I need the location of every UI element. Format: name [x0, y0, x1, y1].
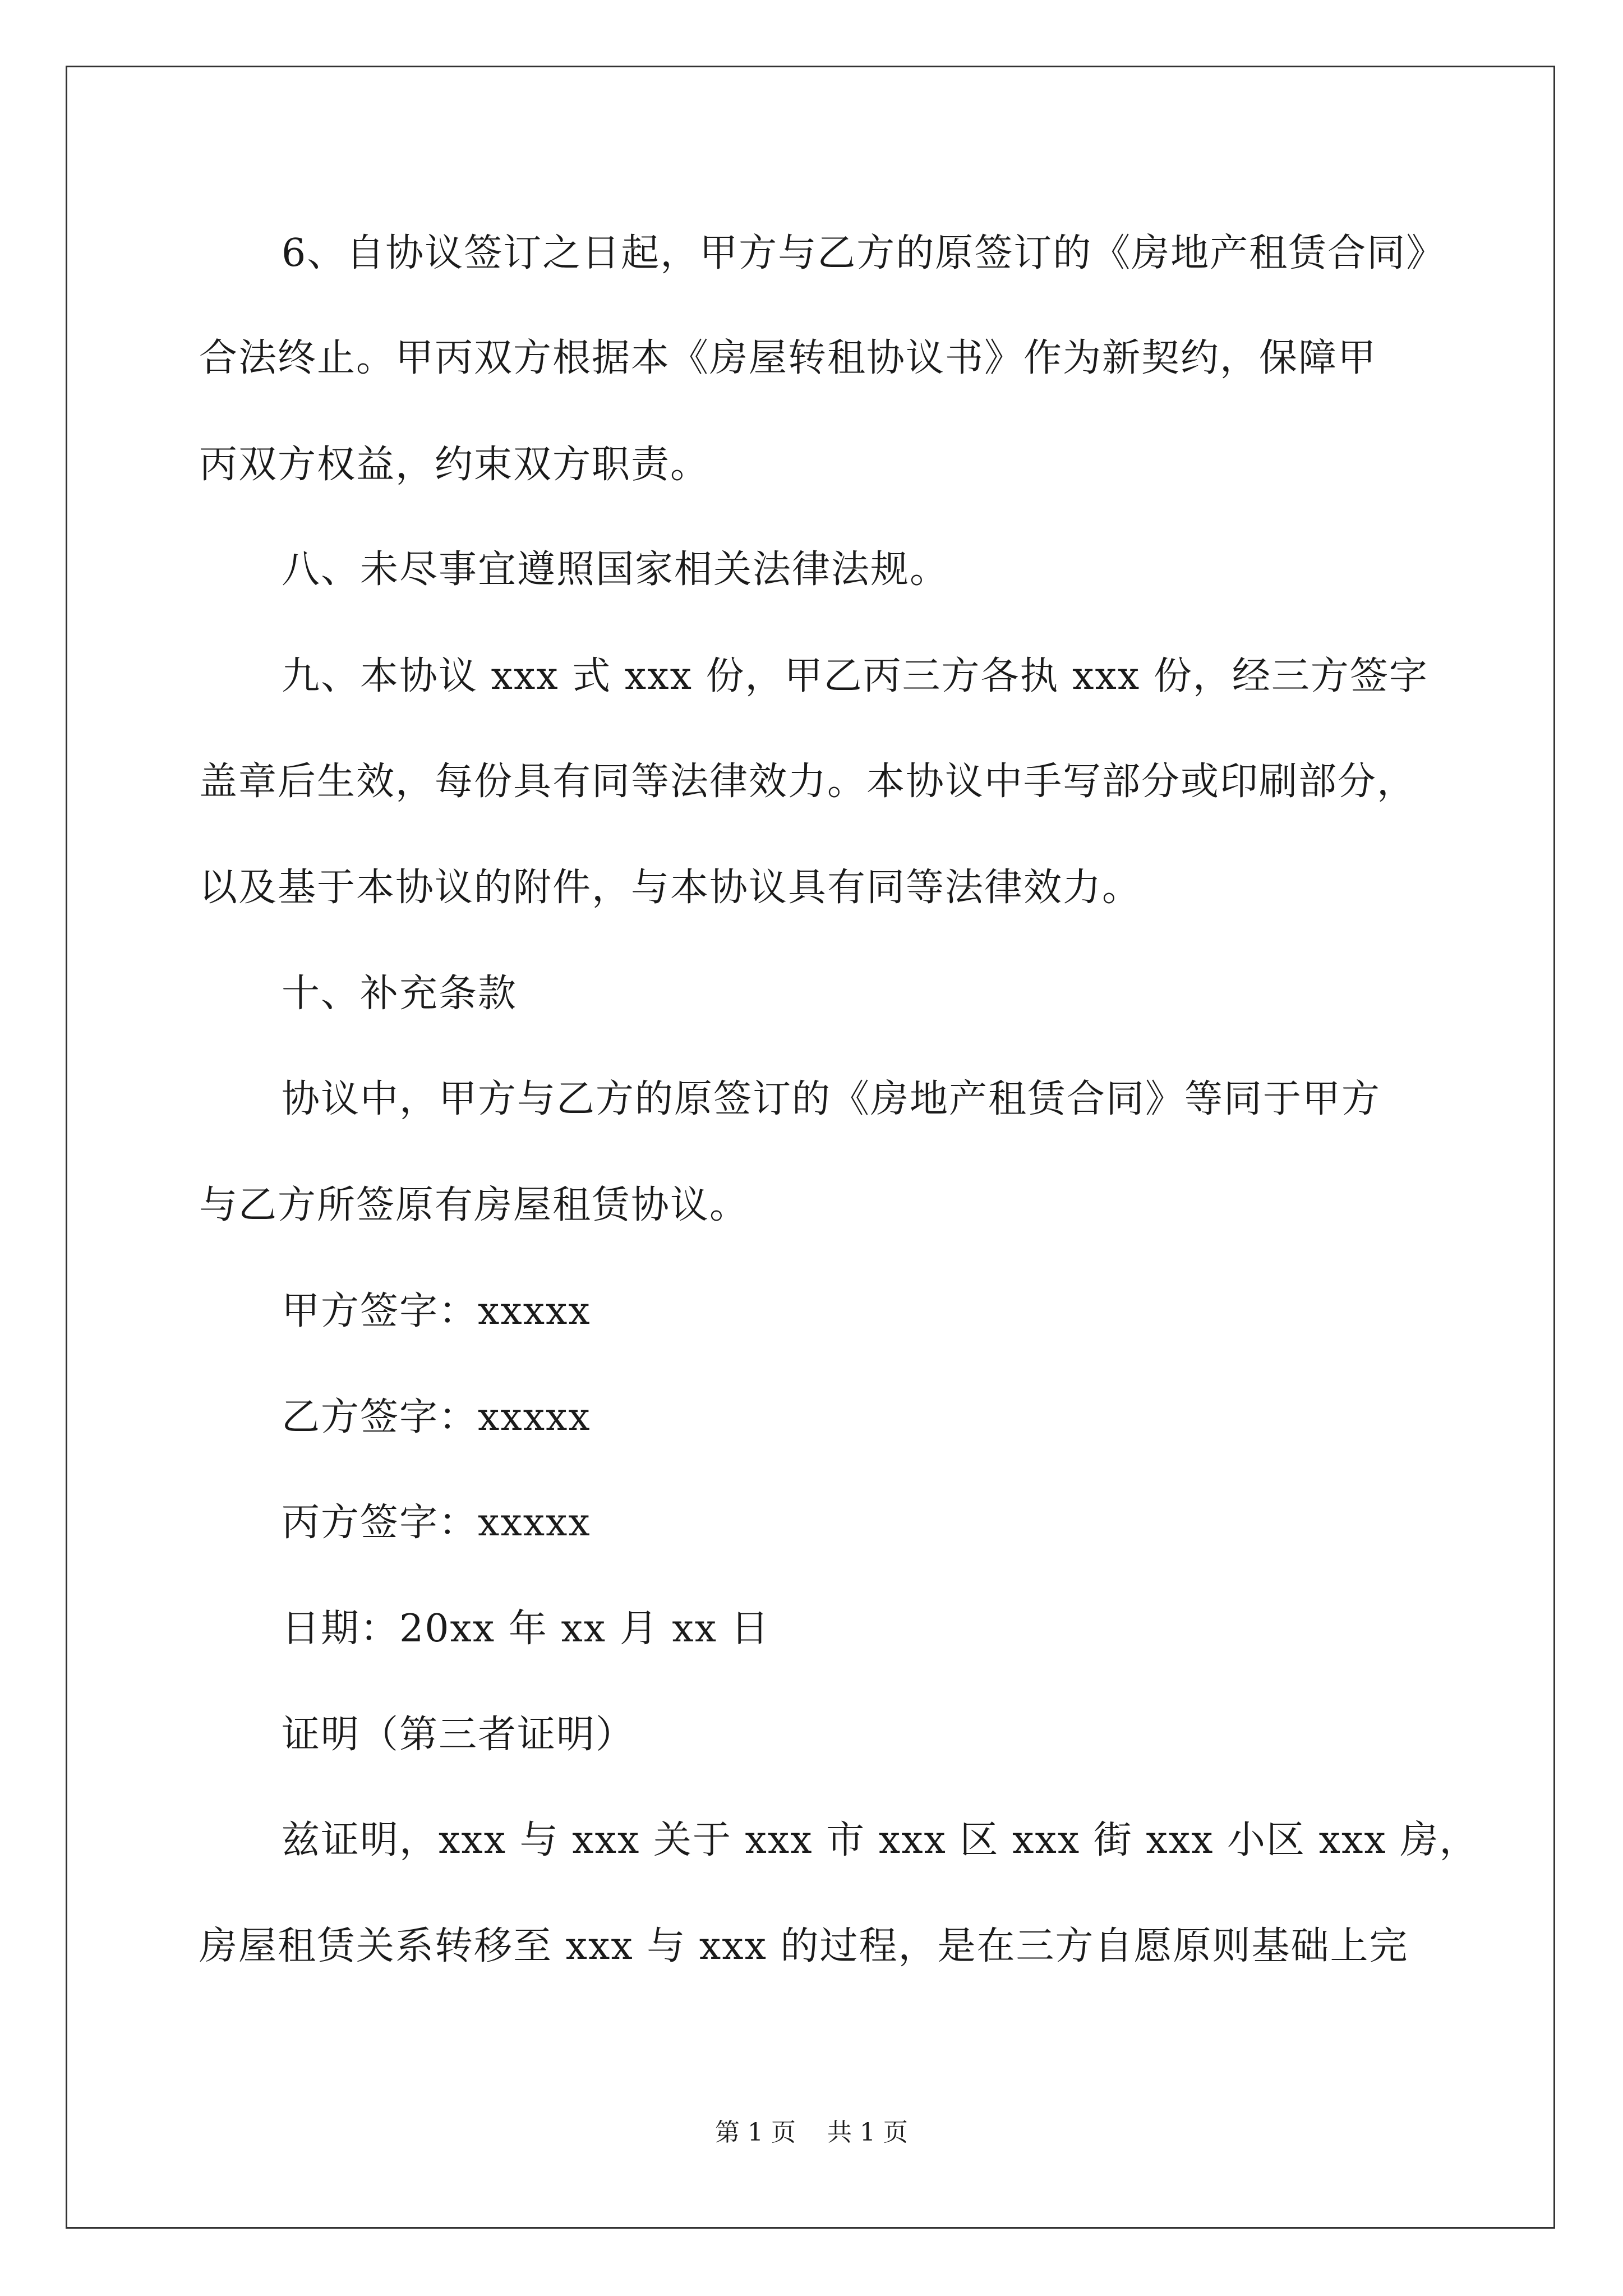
paragraph-6-line-1: 6、自协议签订之日起，甲方与乙方的原签订的《房地产租赁合同》	[282, 231, 1446, 275]
page-footer: 第 1 页 共 1 页	[715, 2118, 908, 2147]
supplement-line-2: 与乙方所签原有房屋租赁协议。	[199, 1183, 749, 1227]
clause-9-line-3: 以及基于本协议的附件，与本协议具有同等法律效力。	[199, 866, 1142, 910]
paragraph-6-line-3: 丙双方权益，约束双方职责。	[199, 443, 710, 487]
clause-9-line-2: 盖章后生效，每份具有同等法律效力。本协议中手写部分或印刷部分，	[199, 760, 1417, 804]
paragraph-6-line-2: 合法终止。甲丙双方根据本《房屋转租协议书》作为新契约，保障甲	[199, 336, 1377, 380]
date-line: 日期：20xx 年 xx 月 xx 日	[282, 1607, 770, 1651]
certificate-line-2: 房屋租赁关系转移至 xxx 与 xxx 的过程，是在三方自愿原则基础上完	[199, 1924, 1409, 1968]
clause-9-line-1: 九、本协议 xxx 式 xxx 份，甲乙丙三方各执 xxx 份，经三方签字	[282, 654, 1428, 698]
page-border	[66, 66, 1555, 2229]
clause-10-heading: 十、补充条款	[282, 972, 518, 1016]
party-b-signature: 乙方签字：xxxxx	[282, 1395, 591, 1439]
certificate-line-1: 兹证明，xxx 与 xxx 关于 xxx 市 xxx 区 xxx 街 xxx 小区 xxx 房，	[282, 1818, 1479, 1862]
certificate-heading: 证明（第三者证明）	[282, 1713, 635, 1757]
supplement-line-1: 协议中，甲方与乙方的原签订的《房地产租赁合同》等同于甲方	[282, 1077, 1381, 1121]
party-c-signature: 丙方签字：xxxxx	[282, 1501, 591, 1545]
clause-8: 八、未尽事宜遵照国家相关法律法规。	[282, 547, 949, 592]
party-a-signature: 甲方签字：xxxxx	[282, 1289, 591, 1333]
